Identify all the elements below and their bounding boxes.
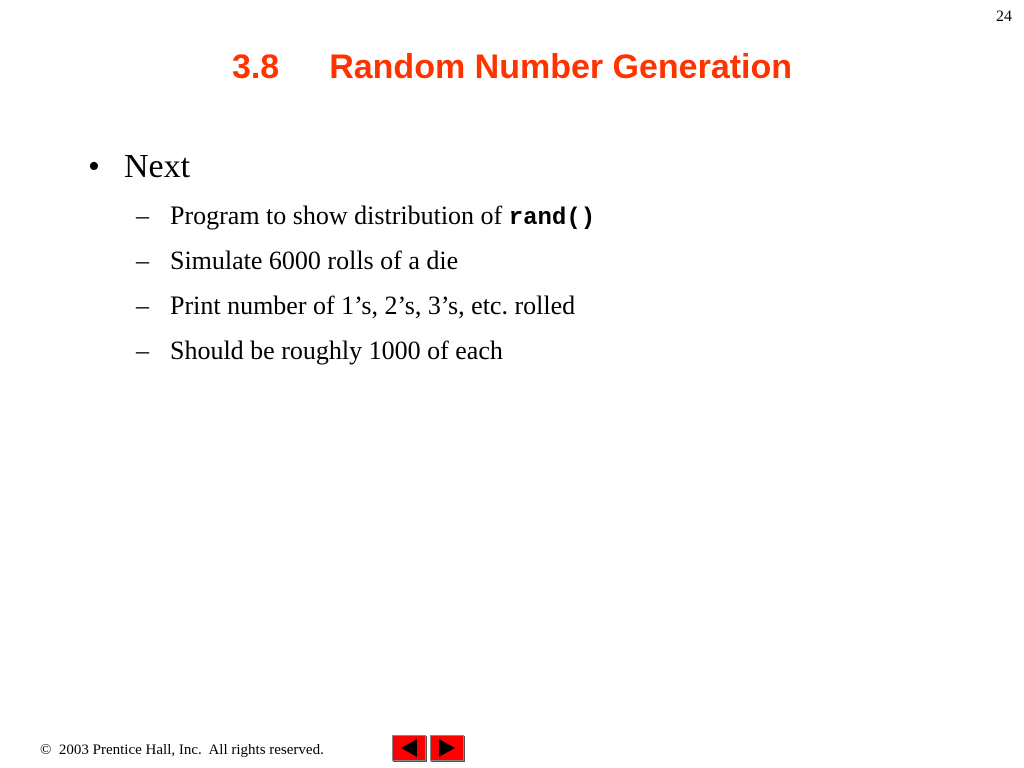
sub-bullet-text: Should be roughly 1000 of each <box>170 336 503 365</box>
code-text: rand() <box>508 205 596 232</box>
previous-slide-button[interactable] <box>392 735 426 761</box>
copyright-footer: © 2003 Prentice Hall, Inc. All rights reserved. <box>40 742 324 758</box>
sub-bullet-text: Simulate 6000 rolls of a die <box>170 246 459 275</box>
sub-bullet-list <box>136 198 595 378</box>
dash-icon: – <box>136 291 149 320</box>
next-slide-button[interactable] <box>430 735 464 761</box>
sub-bullet-text: Print number of 1’s, 2’s, 3’s, etc. rolled <box>170 291 576 320</box>
left-arrow-icon <box>401 739 417 757</box>
title-text: Random Number Generation <box>329 48 793 86</box>
dash-icon: – <box>136 201 149 230</box>
sub-bullet <box>136 198 595 243</box>
dash-icon: – <box>136 336 149 365</box>
sub-bullet <box>136 333 595 378</box>
section-number: 3.8 <box>231 48 280 86</box>
bullet-dot-icon: • <box>88 148 100 185</box>
sub-bullet <box>136 243 595 288</box>
main-bullet <box>88 148 190 186</box>
slide-navigation <box>392 735 464 761</box>
slide-title <box>0 48 1024 87</box>
sub-bullet-text: Program to show distribution of <box>170 201 509 230</box>
page-number: 24 <box>996 8 1012 25</box>
right-arrow-icon <box>439 739 455 757</box>
main-bullet-text: Next <box>124 148 191 185</box>
dash-icon: – <box>136 246 149 275</box>
sub-bullet <box>136 288 595 333</box>
